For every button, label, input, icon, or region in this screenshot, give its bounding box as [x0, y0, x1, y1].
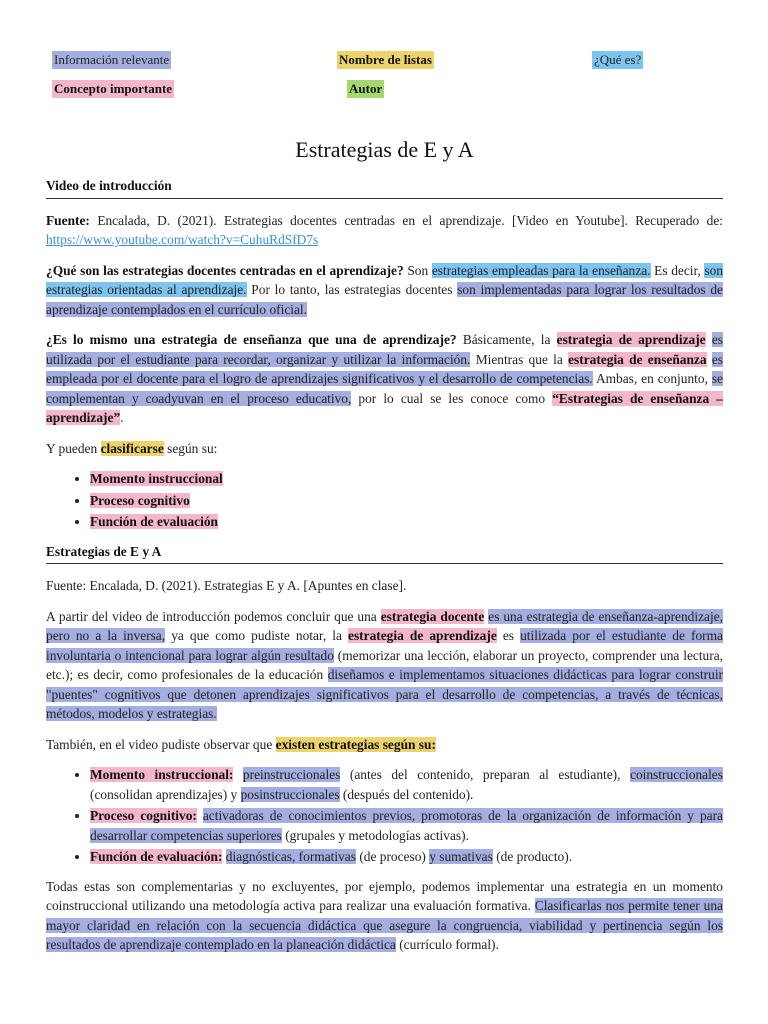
text: Es decir, [654, 262, 701, 278]
highlight-what: son estrategias orientadas al aprendizaje. [46, 262, 724, 297]
text: Básicamente, la [462, 332, 551, 347]
legend-lists: Nombre de listas [339, 52, 432, 67]
text: Mientras que la [475, 351, 563, 367]
text: También, en el video pudiste observar que [46, 736, 273, 752]
page-title: Estrategias de E y A [295, 137, 474, 162]
source-paragraph-2: Fuente: Encalada, D. (2021). Estrategias E y A. [Apuntes en clase]. [46, 578, 407, 593]
highlight-concept: Momento instruccional [90, 471, 223, 486]
highlight-relevant: es una estrategia de enseñanza-aprendizaje, pero no a la inversa, [46, 608, 723, 643]
highlight-relevant: Clasificarlas nos permite tener una mayor claridad en relación con la secuencia didáctica que asegure la congruencia, viabilidad y pertinencia según los resultados de aprendizaje contemplado en la planeación didáctica [46, 898, 723, 952]
highlight-relevant: son implementadas para lograr los resultados de aprendizaje contemplados en el currículo oficial. [46, 282, 723, 317]
text: Son [407, 262, 429, 278]
highlight-relevant: activadoras de conocimientos previos, promotoras de la organización de información y para desarrollar competencias superiores [90, 808, 723, 843]
body-paragraph-3 [46, 607, 723, 724]
section-heading-intro: Video de introducción [46, 176, 723, 199]
highlight-what: estrategias empleadas para la enseñanza. [431, 262, 651, 278]
highlight-concept: Función de evaluación [90, 514, 218, 529]
highlight-relevant: preinstruccionales [242, 767, 341, 782]
source-text: Encalada, D. (2021). Estrategias docentes centradas en el aprendizaje. [Video en Youtube]. Recuperado de: [97, 212, 724, 228]
text: es [502, 628, 515, 643]
question-2: ¿Es lo mismo una estrategia de enseñanza que una de aprendizaje? [46, 332, 457, 347]
body-paragraph-5 [46, 877, 723, 955]
list-item [90, 847, 723, 867]
text: Y pueden [46, 440, 98, 456]
highlight-relevant: posinstruccionales [240, 786, 340, 802]
text: ya que como pudiste notar, la [171, 628, 342, 643]
highlight-concept: Función de evaluación: [90, 849, 223, 864]
strategy-types-list [46, 765, 723, 867]
text: (consolidan aprendizajes) y [90, 786, 238, 802]
highlight-concept: Proceso cognitivo: [90, 808, 197, 823]
highlight-legend [0, 0, 768, 110]
text: Por lo tanto, las estrategias docentes [251, 282, 453, 297]
highlight-relevant: es utilizada por el estudiante para recordar, organizar y utilizar la información. [46, 332, 723, 367]
legend-relevant: Información relevante [54, 52, 170, 67]
video-link[interactable]: https://www.youtube.com/watch?v=CuhuRdSfD7s [46, 232, 319, 247]
list-item [90, 491, 723, 511]
highlight-relevant: y sumativas [429, 849, 493, 864]
highlight-concept: estrategia de aprendizaje [348, 628, 497, 643]
source-paragraph [46, 211, 723, 250]
highlight-relevant: diagnósticas, formativas [225, 849, 356, 864]
text: (de proceso) [359, 849, 426, 864]
highlight-concept: “Estrategias de enseñanza – aprendizaje” [46, 390, 723, 425]
highlight-concept: estrategia de aprendizaje [556, 332, 706, 347]
list-item [90, 765, 723, 804]
legend-what: ¿Qué es? [594, 52, 642, 67]
text: (grupales y metodologías activas). [285, 827, 469, 843]
body-paragraph-4 [46, 735, 723, 755]
classify-paragraph [46, 439, 723, 459]
section-heading-strategies: Estrategias de E y A [46, 542, 723, 565]
document-body [46, 136, 723, 966]
highlight-relevant: es empleada por el docente para el logro de aprendizajes significativos y el desarrollo de competencias. [46, 351, 724, 386]
highlight-list-name: clasificarse [100, 440, 164, 456]
text: (currículo formal). [399, 937, 499, 952]
classification-list [46, 469, 723, 532]
text: . [120, 410, 124, 425]
highlight-concept: estrategia docente [380, 608, 485, 624]
highlight-concept: Proceso cognitivo [90, 492, 190, 508]
legend-concept: Concepto importante [54, 81, 173, 96]
text: (memorizar una lección, elaborar un proyecto, comprender una lectura, etc.); es decir, como profesionales de la educación [46, 647, 723, 682]
legend-author: Autor [349, 81, 383, 96]
text: A partir del video de introducción podemos concluir que una [46, 608, 377, 624]
list-item [90, 512, 723, 532]
question-1: ¿Qué son las estrategias docentes centradas en el aprendizaje? [46, 262, 404, 278]
text: Todas estas son complementarias y no excluyentes, por ejemplo, podemos implementar una estrategia en un momento coinstruccional utilizando una metodología activa para realizar una evaluación formativa. [46, 878, 723, 913]
highlight-relevant: se complementan y coadyuvan en el proceso educativo, [46, 371, 723, 406]
text: (después del contenido). [342, 786, 474, 802]
text: por lo cual se les conoce como [358, 390, 546, 406]
highlight-list-name: existen estrategias según su: [275, 736, 436, 752]
highlight-relevant: diseñamos e implementamos situaciones didácticas para lograr construir "puentes" cognitivos que detonen aprendizajes significativos para el desarrollo de competencias, a través de técnicas, métodos, modelos y estrategias. [46, 667, 724, 721]
source-label: Fuente: [46, 212, 90, 228]
highlight-concept: estrategia de enseñanza [568, 351, 707, 367]
text: (antes del contenido, preparan al estudiante), [349, 767, 621, 782]
highlight-concept: Momento instruccional: [90, 767, 234, 782]
list-item [90, 469, 723, 489]
list-item [90, 806, 723, 845]
text: (de producto). [496, 849, 573, 864]
text: según su: [167, 440, 218, 456]
highlight-relevant: utilizada por el estudiante de forma involuntaria o intencional para lograr algún resultado [46, 628, 723, 663]
highlight-relevant: coinstruccionales [630, 767, 723, 782]
text: Ambas, en conjunto, [595, 371, 708, 386]
question-paragraph-1 [46, 261, 723, 320]
question-paragraph-2 [46, 330, 723, 428]
